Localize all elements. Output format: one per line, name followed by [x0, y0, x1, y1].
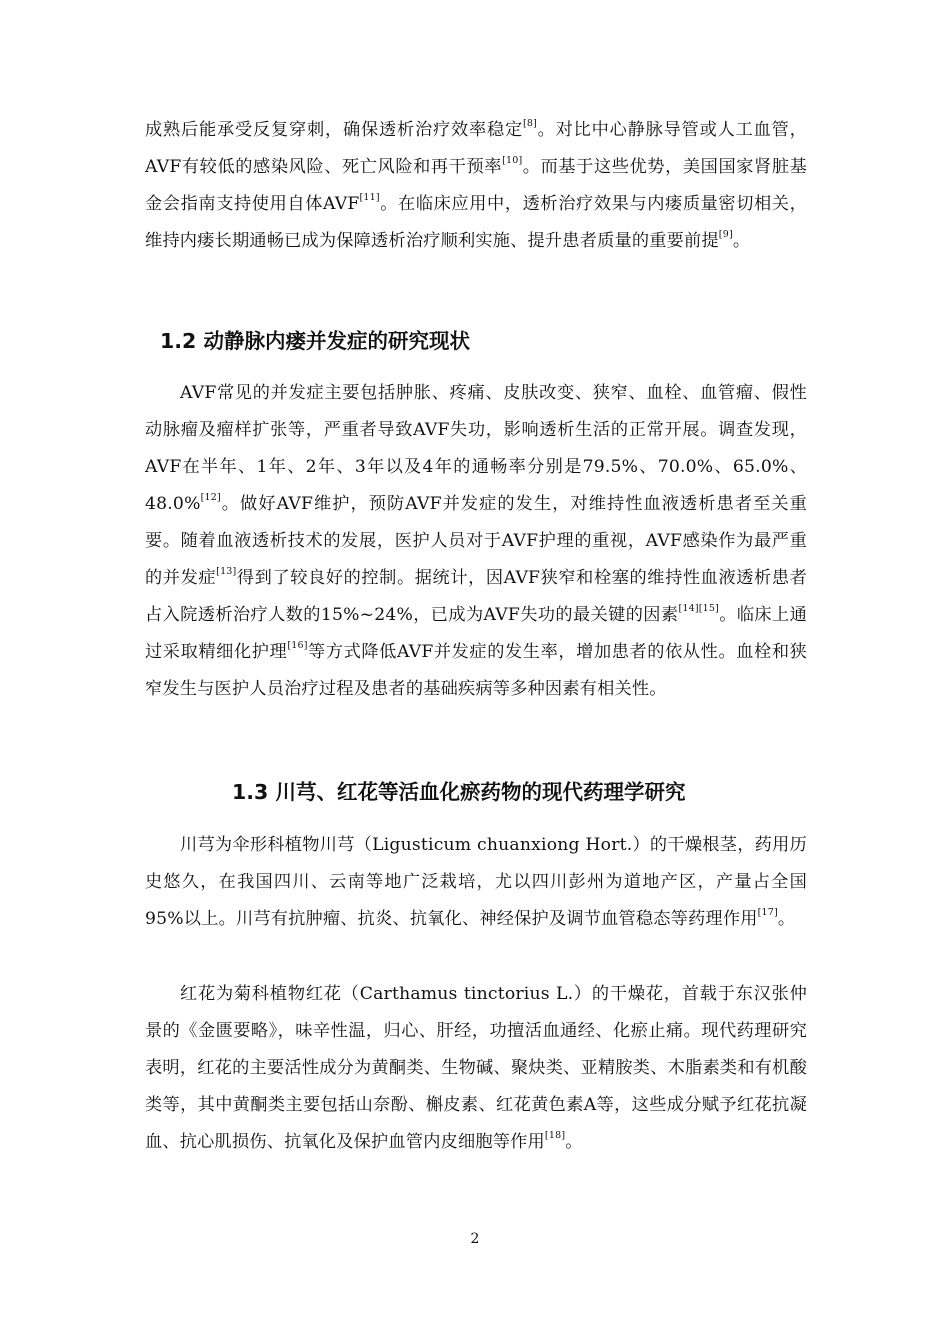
paragraph-honghua: [145, 976, 807, 1161]
paragraph-text: 得到了较良好的控制。据统计，因AVF狭窄和栓塞的维持性血液透析患者占入院透析治疗人数的15%~24%，已成为AVF失功的最关键的因素: [145, 568, 807, 625]
section-heading-1-2: 1.2 动静脉内瘘并发症的研究现状: [160, 329, 470, 353]
paragraph-chuanxiong: [145, 827, 807, 938]
paragraph-text: 等方式降低AVF并发症的发生率，增加患者的依从性。血栓和狭窄发生与医护人员治疗过程及患者的基础疾病等多种因素有相关性。: [145, 642, 807, 699]
citation: [11]: [359, 192, 380, 204]
paragraph-text: 。做好AVF维护，预防AVF并发症的发生，对维持性血液透析患者至关重要。随着血液透析技术的发展，医护人员对于AVF护理的重视，AVF感染作为最严重的并发症: [145, 494, 807, 588]
citation: [18]: [544, 1130, 566, 1142]
citation: [10]: [502, 155, 523, 167]
paragraph-avf-advantages: [145, 112, 807, 260]
paragraph-text: 。: [732, 231, 751, 251]
paragraph-text: AVF常见的并发症主要包括肿胀、疼痛、皮肤改变、狭窄、血栓、血管瘤、假性动脉瘤及瘤样扩张等，严重者导致AVF失功，影响透析生活的正常开展。调查发现，AVF在半年、1年、2年、3年以及4年的通畅率分别是79.5%、70.0%、65.0%、48.0%: [145, 383, 807, 514]
paragraph-text: 成熟后能承受反复穿刺，确保透析治疗效率稳定: [145, 120, 523, 140]
citation: [16]: [287, 640, 308, 652]
paragraph-text: 。而基于这些优势，美国国家肾脏基金会指南支持使用自体AVF: [145, 157, 807, 214]
citation: [17]: [757, 907, 778, 919]
citation: [14][15]: [678, 603, 720, 615]
paragraph-text: 。在临床应用中，透析治疗效果与内瘘质量密切相关，维持内瘘长期通畅已成为保障透析治疗顺利实施、提升患者质量的重要前提: [145, 194, 807, 251]
page-number: 2: [470, 1231, 480, 1247]
paragraph-avf-complications: [145, 375, 807, 708]
section-heading-1-3: 1.3 川芎、红花等活血化瘀药物的现代药理学研究: [232, 780, 686, 804]
citation: [8]: [522, 118, 538, 130]
paragraph-text: 。: [777, 909, 796, 929]
paragraph-text: 红花为菊科植物红花（Carthamus tinctorius L.）的干燥花，首载于东汉张仲景的《金匮要略》，味辛性温，归心、肝经，功擅活血通经、化瘀止痛。现代药理研究表明，红花的主要活性成分为黄酮类、生物碱、聚炔类、亚精胺类、木脂素类和有机酸类等，其中黄酮类主要包括山奈酚、槲皮素、红花黄色素A等，这些成分赋予红花抗凝血、抗心肌损伤、抗氧化及保护血管内皮细胞等作用: [145, 984, 807, 1152]
paragraph-text: 。: [565, 1132, 583, 1152]
citation: [12]: [200, 492, 221, 504]
citation: [13]: [216, 566, 237, 578]
paragraph-text: 。对比中心静脉导管或人工血管，AVF有较低的感染风险、死亡风险和再干预率: [145, 120, 807, 177]
citation: [9]: [718, 229, 733, 241]
paragraph-text: 。临床上通过采取精细化护理: [145, 605, 807, 662]
paragraph-text: 川芎为伞形科植物川芎（Ligusticum chuanxiong Hort.）的干燥根茎，药用历史悠久，在我国四川、云南等地广泛栽培，尤以四川彭州为道地产区，产量占全国95%以上。川芎有抗肿瘤、抗炎、抗氧化、神经保护及调节血管稳态等药理作用: [145, 835, 807, 929]
